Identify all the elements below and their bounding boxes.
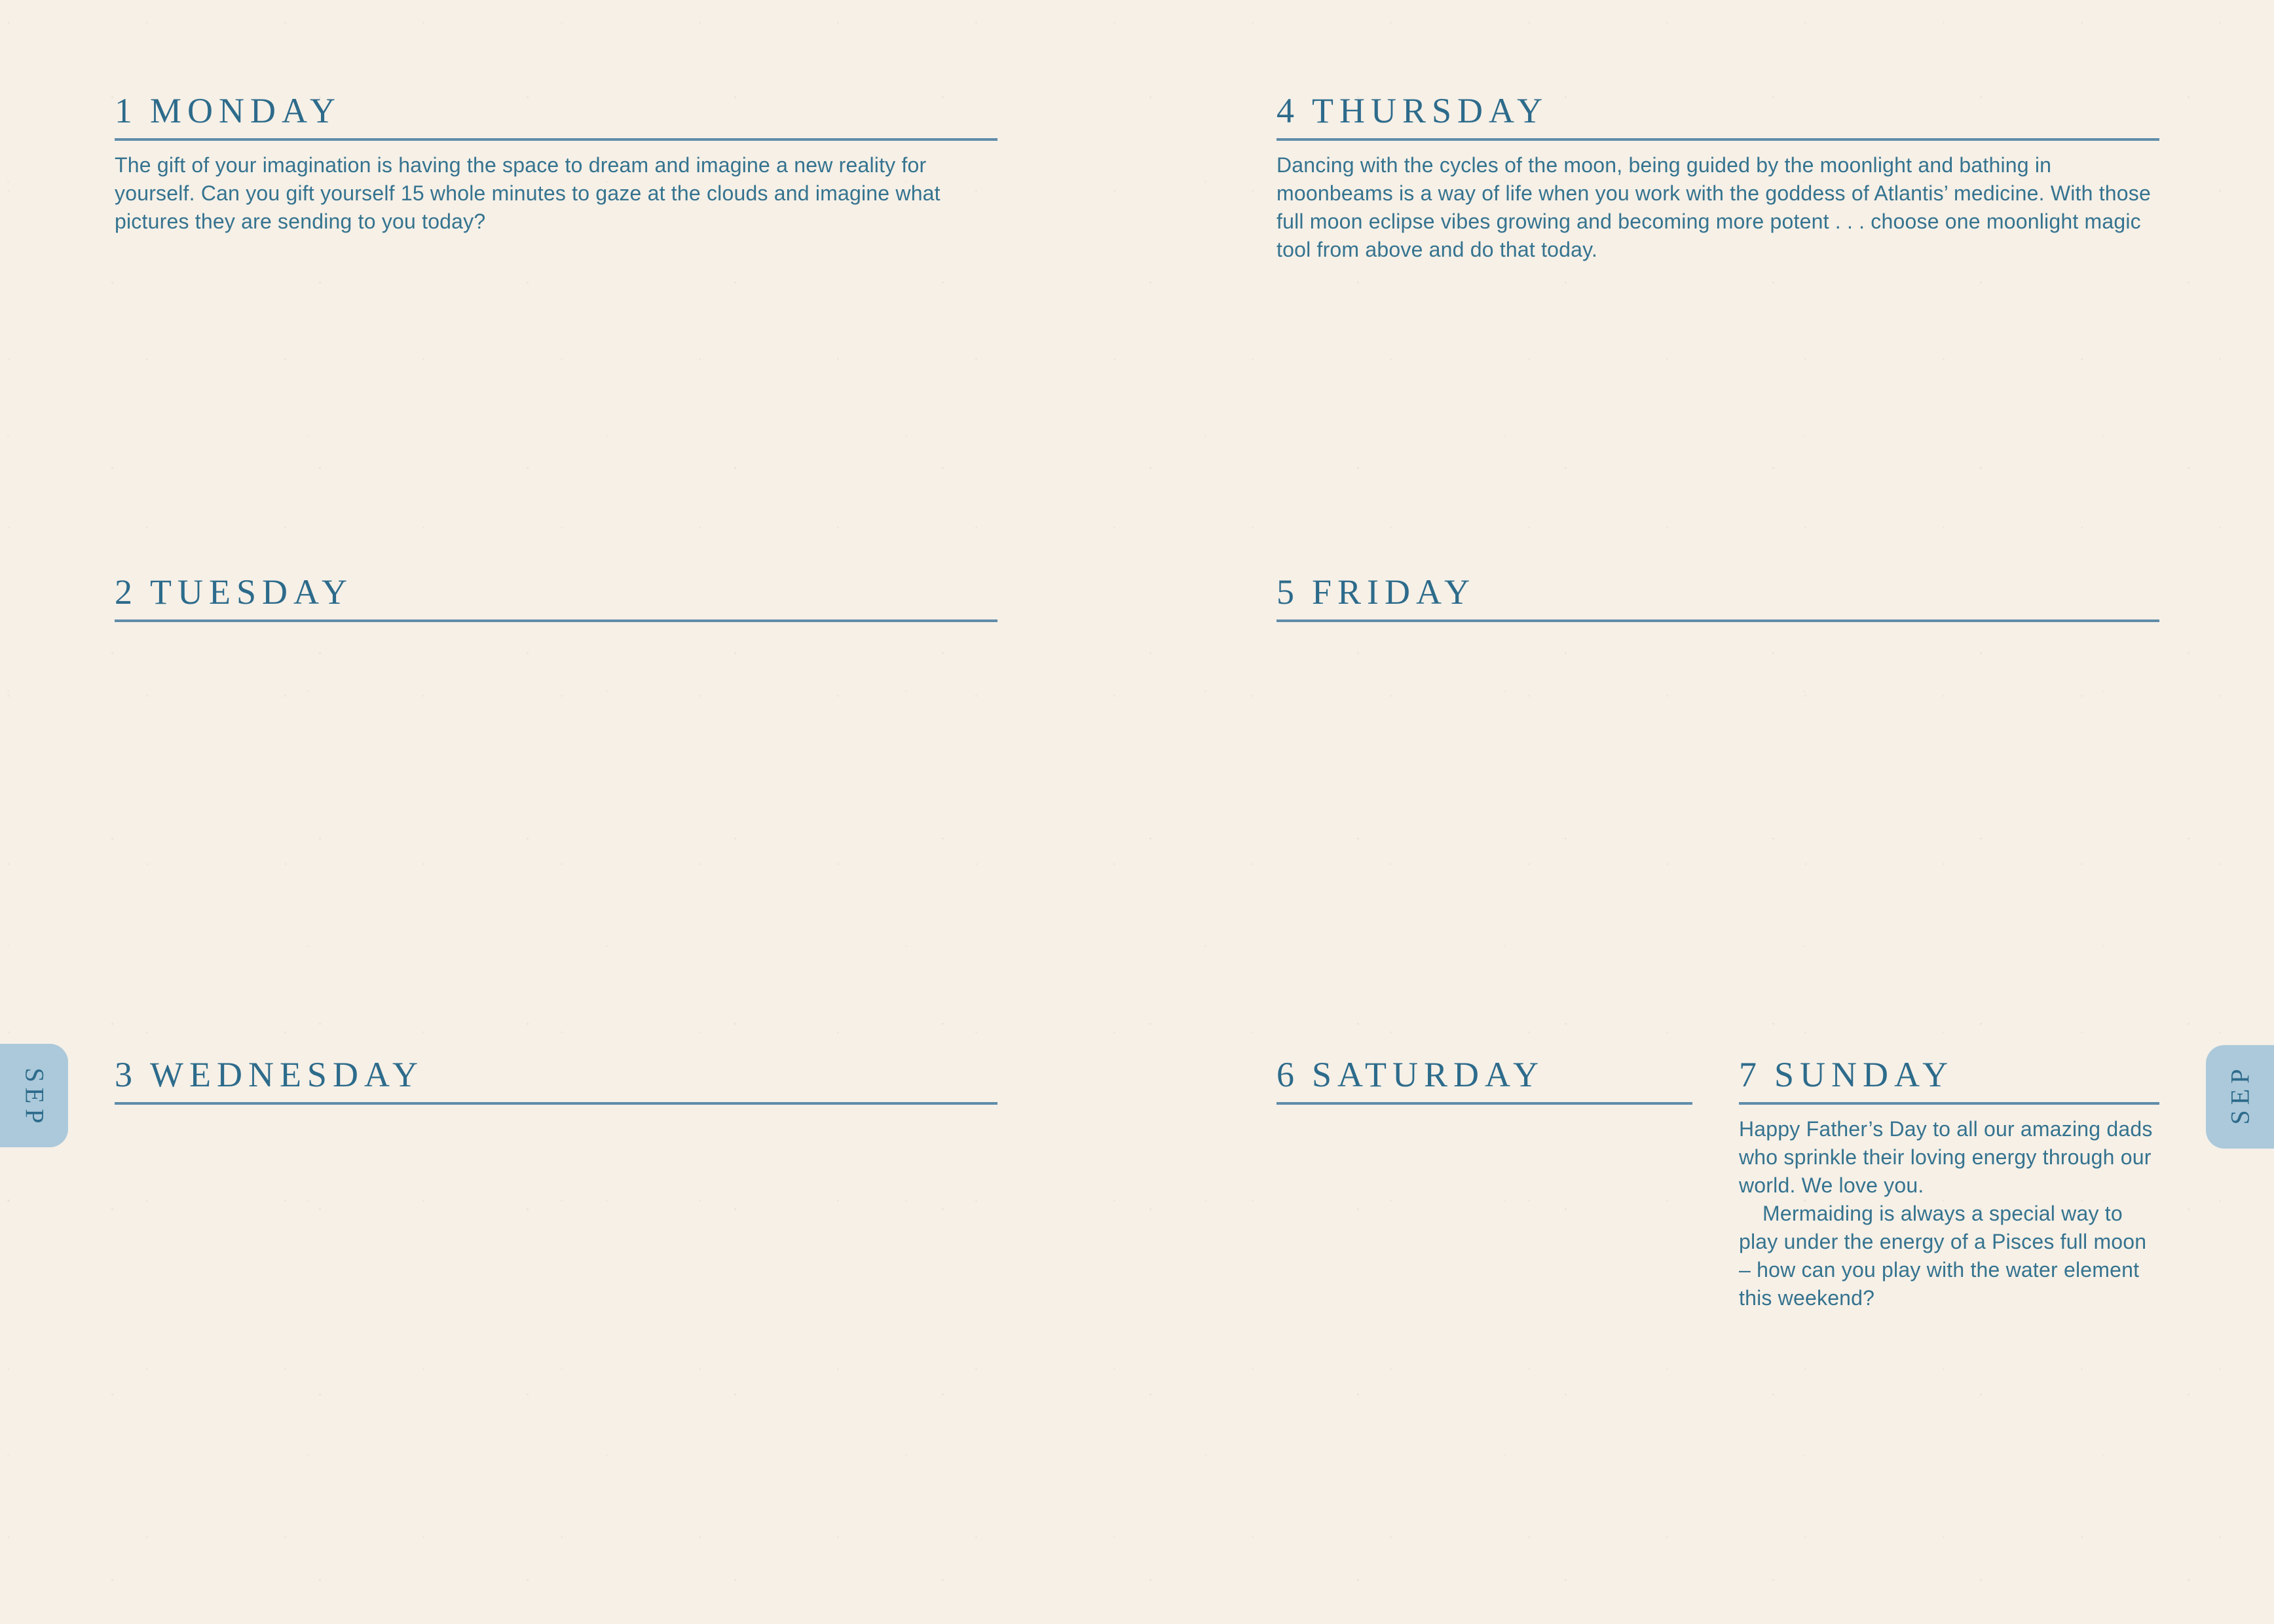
day-header (1739, 1056, 2159, 1105)
day-header (115, 1056, 997, 1105)
month-tab-label: SEP (20, 1067, 49, 1129)
month-tab-label: SEP (2225, 1063, 2254, 1125)
day-number: 3 (115, 1055, 138, 1094)
day-name: FRIDAY (1312, 572, 1476, 612)
month-tab-sep-left[interactable] (0, 1044, 68, 1147)
day-note (1277, 151, 2159, 264)
day-entry-6-saturday (1277, 1056, 1692, 1105)
day-header (1277, 92, 2159, 141)
day-name: TUESDAY (150, 572, 354, 612)
day-note-paragraph: The gift of your imagination is having the space to dream and imagine a new reality for yourself. Can you gift yourself 15 whole minutes to gaze at the clouds and imagine what pictures they are sending to you today? (115, 153, 941, 234)
day-number: 6 (1277, 1055, 1300, 1094)
day-name: SUNDAY (1774, 1055, 1954, 1094)
day-number: 1 (115, 91, 138, 130)
day-number: 5 (1277, 572, 1300, 612)
day-header (115, 92, 997, 141)
day-header (1277, 1056, 1692, 1105)
day-entry-7-sunday (1739, 1056, 2159, 1312)
day-name: WEDNESDAY (150, 1055, 424, 1094)
month-tab-sep-right[interactable] (2206, 1045, 2274, 1149)
day-number: 2 (115, 572, 138, 612)
day-note (1739, 1115, 2159, 1312)
day-entry-1-monday (115, 92, 997, 236)
day-header (115, 573, 997, 622)
day-entry-5-friday (1277, 573, 2159, 622)
day-note-paragraph: Mermaiding is always a special way to play under the energy of a Pisces full moon – how can you play with the water element this weekend? (1739, 1202, 2147, 1310)
day-note (115, 151, 997, 236)
day-number: 4 (1277, 91, 1300, 130)
day-name: SATURDAY (1312, 1055, 1545, 1094)
day-number: 7 (1739, 1055, 1762, 1094)
day-name: THURSDAY (1312, 91, 1549, 130)
day-entry-3-wednesday (115, 1056, 997, 1105)
day-note-paragraph: Dancing with the cycles of the moon, being guided by the moonlight and bathing in moonbeams is a way of life when you work with the goddess of Atlantis’ medicine. With those full moon eclipse vibes growing and becoming more potent . . . choose one moonlight magic tool from above and do that today. (1277, 153, 2151, 262)
day-entry-2-tuesday (115, 573, 997, 622)
day-note-paragraph: Happy Father’s Day to all our amazing dads who sprinkle their loving energy through our world. We love you. (1739, 1117, 2153, 1198)
day-header (1277, 573, 2159, 622)
day-entry-4-thursday (1277, 92, 2159, 264)
day-name: MONDAY (150, 91, 342, 130)
